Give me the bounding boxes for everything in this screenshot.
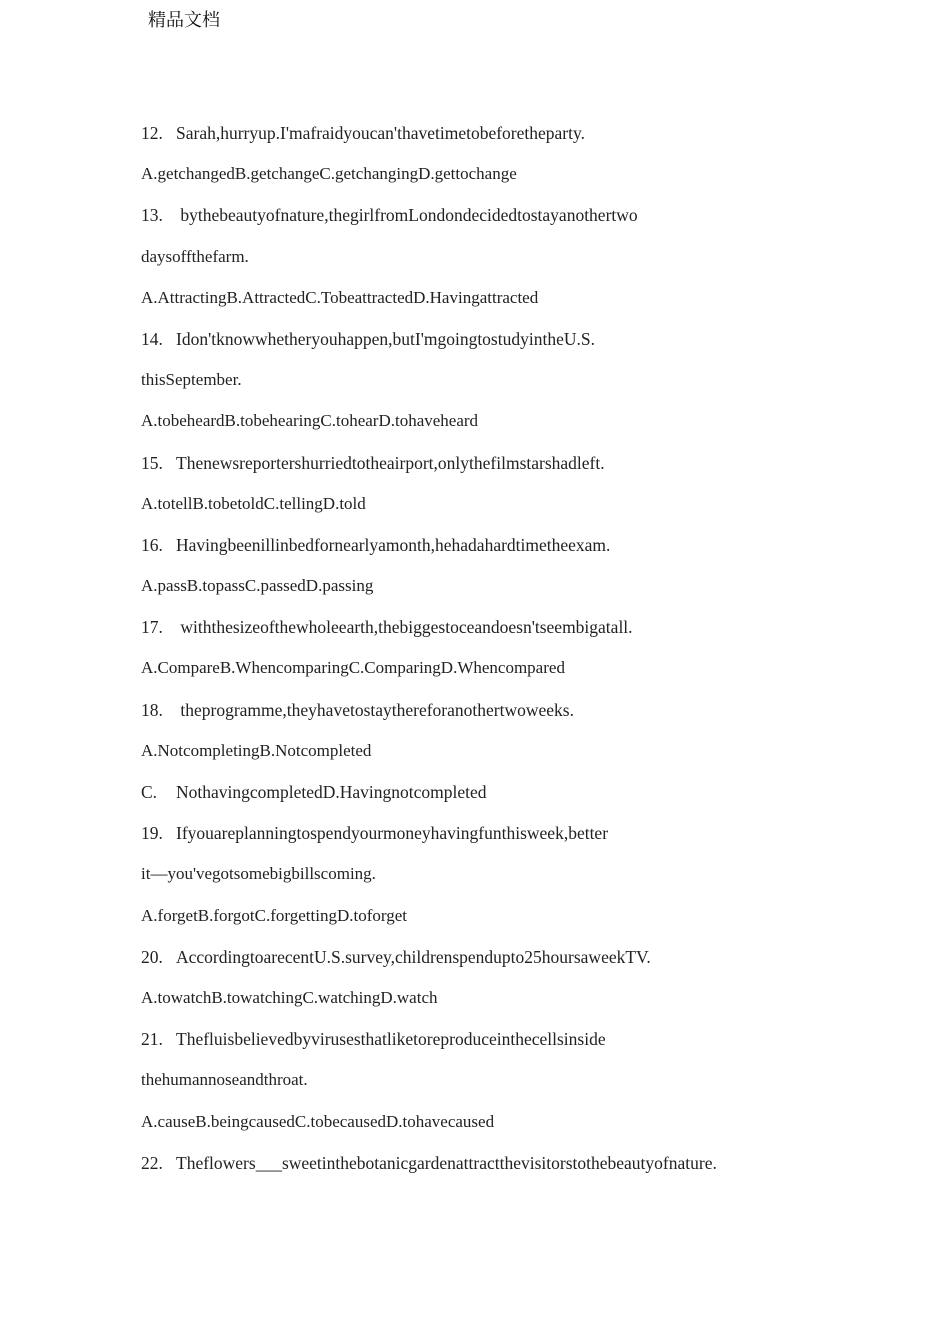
line-text: AccordingtoarecentU.S.survey,childrenspendupto25hoursaweekTV. xyxy=(176,946,651,967)
text-line xyxy=(141,408,921,449)
question-line xyxy=(141,120,921,161)
line-text: Thenewsreportershurriedtotheairport,onlythefilmstarshadleft. xyxy=(176,452,605,473)
question-number: C. xyxy=(141,782,158,802)
line-text: thisSeptember. xyxy=(141,370,242,390)
text-line xyxy=(141,491,921,532)
question-number: 21. xyxy=(141,1029,163,1050)
question-number: 12. xyxy=(141,123,163,143)
line-text: A.towatchB.towatchingC.watchingD.watch xyxy=(141,987,438,1007)
page-header-title: 精品文档 xyxy=(148,10,220,31)
question-line xyxy=(141,1026,921,1067)
question-number: 15. xyxy=(141,452,163,473)
line-text: A.forgetB.forgotC.forgettingD.toforget xyxy=(141,905,407,925)
text-line xyxy=(141,285,921,326)
text-line xyxy=(141,367,921,408)
question-number: 17. xyxy=(141,617,163,638)
text-line xyxy=(141,244,921,285)
question-line xyxy=(141,326,921,367)
line-text: A.passB.topassC.passedD.passing xyxy=(141,576,374,596)
question-line xyxy=(141,1150,921,1191)
line-text: NothavingcompletedD.Havingnotcompleted xyxy=(176,782,487,802)
line-text: A.getchangedB.getchangeC.getchangingD.gettochange xyxy=(141,164,517,184)
line-text: thehumannoseandthroat. xyxy=(141,1070,308,1090)
question-line xyxy=(141,944,921,985)
text-line xyxy=(141,655,921,696)
text-line xyxy=(141,573,921,614)
line-text: Ifyouareplanningtospendyourmoneyhavingfunthisweek,better xyxy=(176,823,609,844)
text-line xyxy=(141,985,921,1026)
text-line xyxy=(141,161,921,202)
question-number: 22. xyxy=(141,1152,163,1173)
text-line xyxy=(141,1109,921,1150)
line-text: A.CompareB.WhencomparingC.ComparingD.Whencompared xyxy=(141,658,565,678)
line-text: Havingbeenillinbedfornearlyamonth,hehadahardtimetheexam. xyxy=(176,534,611,555)
text-line xyxy=(141,738,921,779)
question-number: 18. xyxy=(141,699,163,720)
text-line xyxy=(141,779,921,820)
line-text: Theflowers___sweetinthebotanicgardenattractthevisitorstothebeautyofnature. xyxy=(176,1152,717,1173)
line-text: theprogramme,theyhavetostaythereforanothertwoweeks. xyxy=(176,699,574,720)
line-text: Idon'tknowwhetheryouhappen,butI'mgoingtostudyintheU.S. xyxy=(176,328,595,349)
line-text: it—you'vegotsomebigbillscoming. xyxy=(141,864,376,884)
question-number: 13. xyxy=(141,205,163,226)
text-line xyxy=(141,861,921,902)
line-text: A.totellB.tobetoldC.tellingD.told xyxy=(141,493,366,513)
text-line xyxy=(141,1067,921,1108)
line-text: Sarah,hurryup.I'mafraidyoucan'thavetimetobeforetheparty. xyxy=(176,123,585,143)
line-text: bythebeautyofnature,thegirlfromLondondecidedtostayanothertwo xyxy=(176,205,638,226)
line-text: daysoffthefarm. xyxy=(141,246,249,266)
line-text: A.AttractingB.AttractedC.TobeattractedD.Havingattracted xyxy=(141,287,539,307)
text-line xyxy=(141,903,921,944)
question-number: 20. xyxy=(141,946,163,967)
document-body xyxy=(141,120,921,1191)
question-line xyxy=(141,202,921,243)
question-number: 14. xyxy=(141,328,163,349)
line-text: A.causeB.beingcausedC.tobecausedD.tohavecaused xyxy=(141,1111,495,1131)
question-line xyxy=(141,614,921,655)
question-line xyxy=(141,697,921,738)
line-text: A.tobeheardB.tobehearingC.tohearD.tohaveheard xyxy=(141,411,479,431)
question-number: 19. xyxy=(141,823,163,844)
question-line xyxy=(141,820,921,861)
line-text: withthesizeofthewholeearth,thebiggestoceandoesn'tseembigatall. xyxy=(176,617,633,638)
question-line xyxy=(141,450,921,491)
question-line xyxy=(141,532,921,573)
line-text: Thefluisbelievedbyvirusesthatliketoreproduceinthecellsinside xyxy=(176,1029,606,1050)
line-text: A.NotcompletingB.Notcompleted xyxy=(141,740,372,760)
question-number: 16. xyxy=(141,534,163,555)
